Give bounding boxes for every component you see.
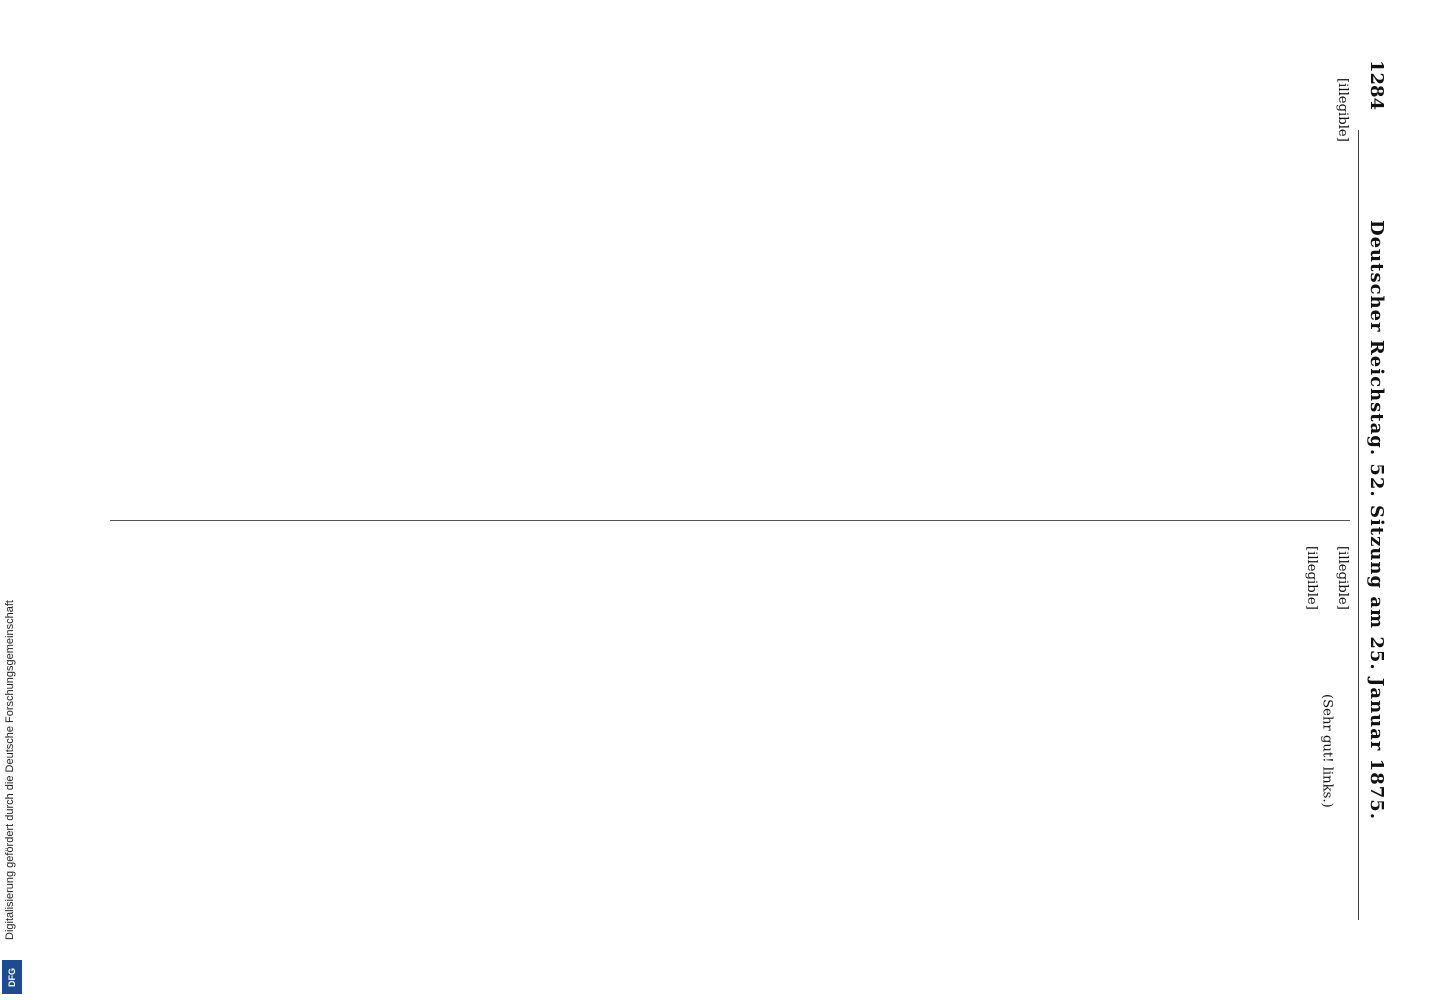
column-divider [110, 520, 1350, 521]
page-title: Deutscher Reichstag. 52. Sitzung am 25. Januar 1875. [1366, 220, 1387, 821]
right-column [110, 528, 1350, 973]
dfg-logo-text: DFG [7, 967, 17, 987]
paragraph: [illegible] [1303, 546, 1319, 610]
dfg-logo-icon [2, 960, 22, 994]
left-column [110, 60, 1350, 510]
page-header [1366, 60, 1387, 930]
interjection: (Sehr gut! links.) [1319, 693, 1335, 808]
digitization-credit: Digitalisierung gefördert durch die Deutsche Forschungsgemeinschaft [4, 600, 16, 940]
paragraph: [illegible] [1335, 78, 1350, 142]
page-number: 1284 [1366, 60, 1387, 111]
header-rule [1358, 130, 1359, 920]
credit-sidebar [0, 0, 24, 1000]
paragraph: [illegible] [1335, 546, 1350, 610]
